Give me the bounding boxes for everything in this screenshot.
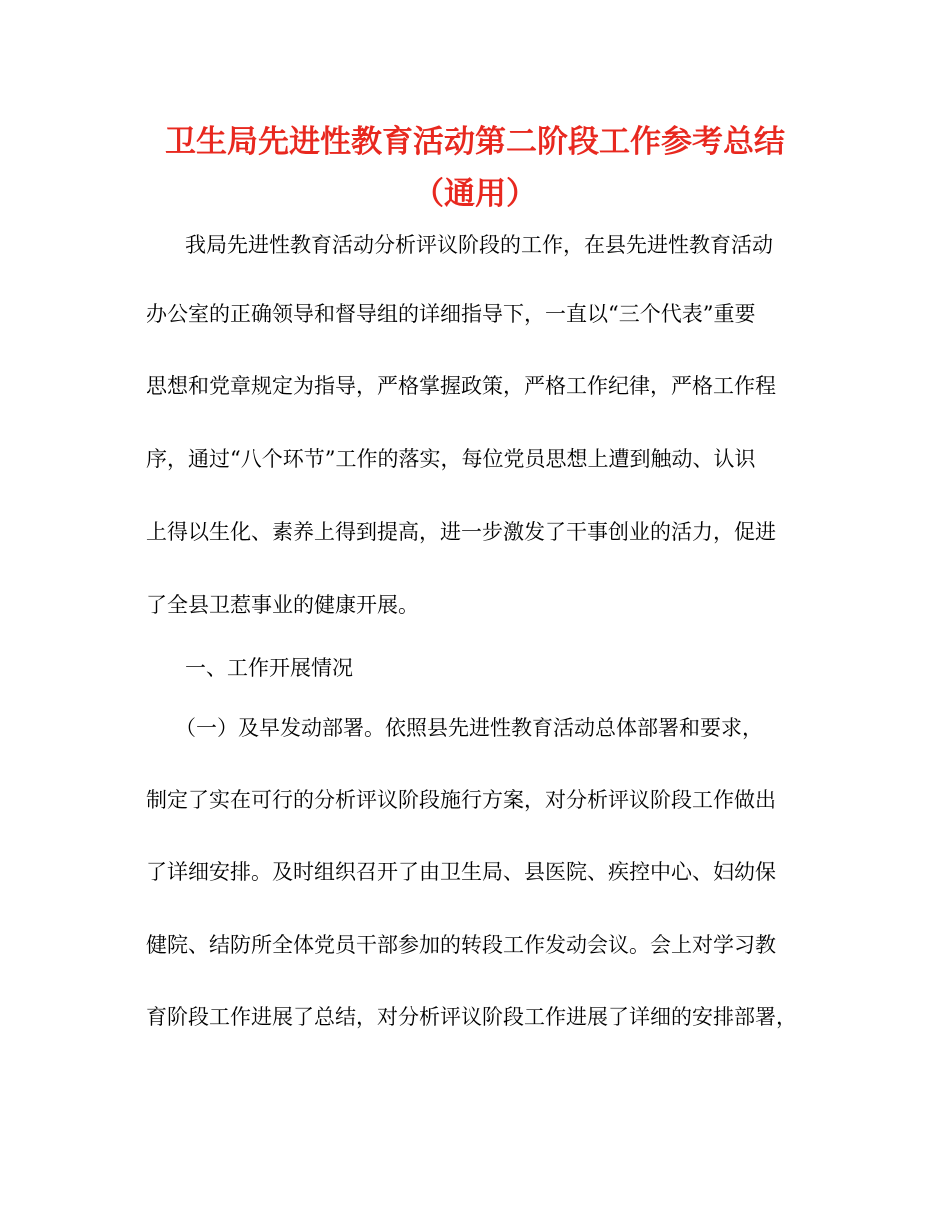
body-line-4: 序，通过“八个环节”工作的落实，每位党员思想上遭到触动、认识 bbox=[146, 447, 756, 471]
body-line-2: 办公室的正确领导和督导组的详细指导下，一直以“三个代表”重要 bbox=[146, 302, 756, 326]
body-line-10: 了详细安排。及时组织召开了由卫生局、县医院、疾控中心、妇幼保 bbox=[146, 860, 776, 884]
body-line-11: 健院、结防所全体党员干部参加的转段工作发动会议。会上对学习教 bbox=[146, 933, 776, 957]
body-line-6: 了全县卫惹事业的健康开展。 bbox=[146, 593, 419, 617]
section-heading: 一、工作开展情况 bbox=[185, 656, 353, 680]
body-line-8: （一）及早发动部署。依照县先进性教育活动总体部署和要求， bbox=[175, 716, 763, 740]
body-line-3: 思想和党章规定为指导，严格掌握政策，严格工作纪律，严格工作程 bbox=[146, 374, 776, 398]
document-title-line-1: 卫生局先进性教育活动第二阶段工作参考总结 bbox=[165, 124, 785, 160]
body-line-9: 制定了实在可行的分析评议阶段施行方案，对分析评议阶段工作做出 bbox=[146, 788, 776, 812]
body-line-5: 上得以生化、素养上得到提高，进一步激发了干事创业的活力，促进 bbox=[146, 520, 776, 544]
body-line-12: 育阶段工作进展了总结，对分析评议阶段工作进展了详细的安排部署， bbox=[146, 1005, 797, 1029]
body-line-1: 我局先进性教育活动分析评议阶段的工作，在县先进性教育活动 bbox=[185, 233, 773, 257]
document-title-line-2: （通用） bbox=[413, 176, 537, 212]
